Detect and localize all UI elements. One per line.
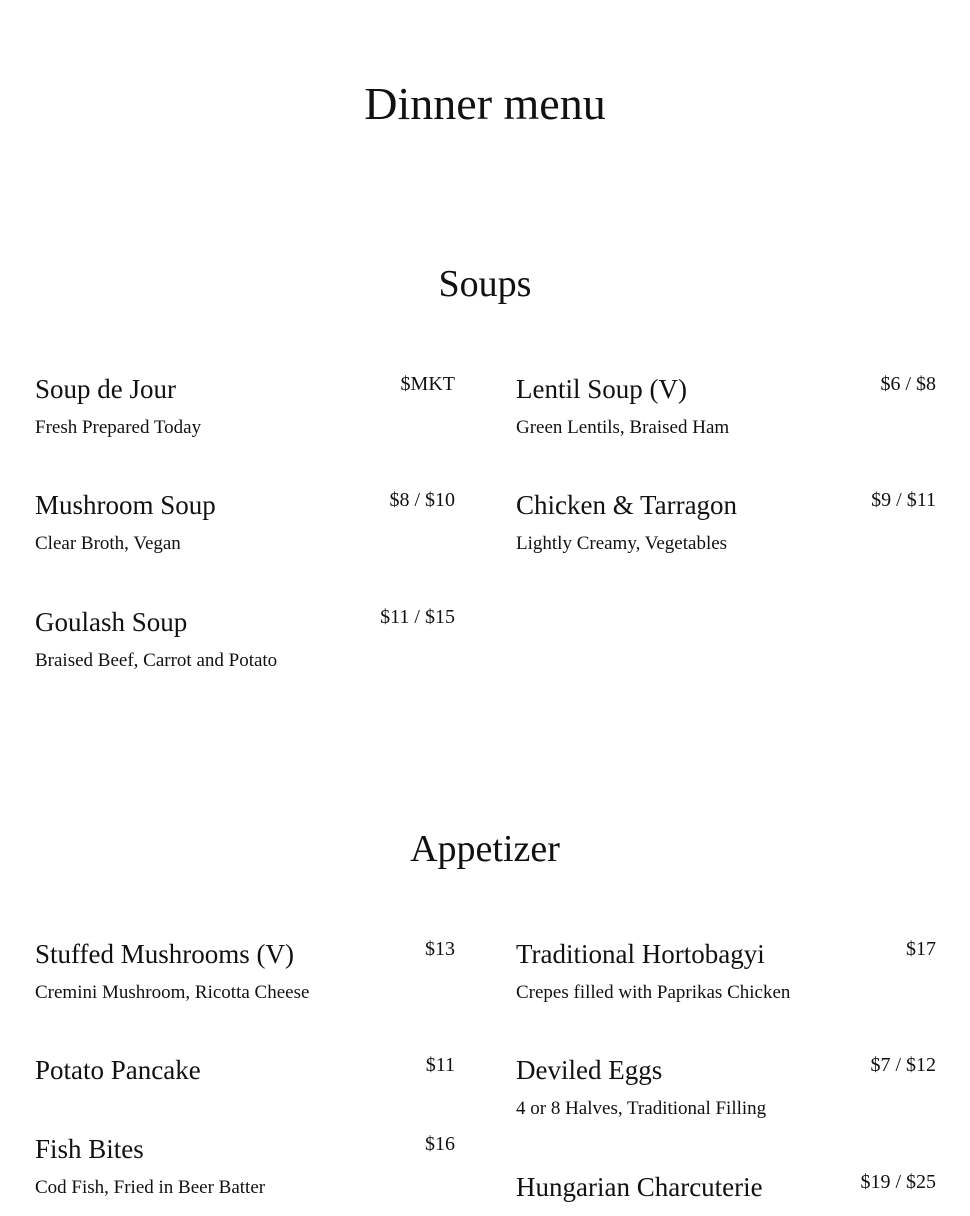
- item-price: $7 / $12: [870, 1054, 936, 1076]
- item-description: Crepes filled with Paprikas Chicken: [516, 982, 791, 1003]
- page-title: Dinner menu: [364, 78, 606, 129]
- item-name: Potato Pancake: [35, 1055, 201, 1085]
- item-name: Fish Bites: [35, 1134, 144, 1164]
- section-title-soups: Soups: [438, 263, 532, 305]
- item-name: Mushroom Soup: [35, 490, 216, 520]
- section-title-appetizer: Appetizer: [410, 828, 560, 870]
- item-description: Cremini Mushroom, Ricotta Cheese: [35, 982, 310, 1003]
- item-name: Lentil Soup (V): [516, 374, 687, 404]
- item-price: $8 / $10: [389, 489, 455, 511]
- item-description: Green Lentils, Braised Ham: [516, 417, 730, 438]
- item-description: Cod Fish, Fried in Beer Batter: [35, 1177, 266, 1198]
- item-name: Hungarian Charcuterie: [516, 1172, 763, 1202]
- item-price: $9 / $11: [871, 489, 936, 511]
- item-price: $17: [906, 938, 936, 960]
- item-price: $6 / $8: [880, 373, 936, 395]
- item-price: $19 / $25: [860, 1171, 936, 1193]
- item-price: $11: [425, 1054, 455, 1076]
- item-price: $13: [425, 938, 455, 960]
- item-price: $16: [425, 1133, 455, 1155]
- item-name: Chicken & Tarragon: [516, 490, 738, 520]
- item-name: Traditional Hortobagyi: [516, 939, 765, 969]
- item-price: $11 / $15: [380, 606, 455, 628]
- item-description: Braised Beef, Carrot and Potato: [35, 650, 278, 671]
- item-description: 4 or 8 Halves, Traditional Filling: [516, 1098, 767, 1119]
- item-name: Stuffed Mushrooms (V): [35, 939, 294, 969]
- item-price: $MKT: [400, 373, 455, 395]
- item-description: Lightly Creamy, Vegetables: [516, 533, 728, 554]
- item-name: Deviled Eggs: [516, 1055, 663, 1085]
- item-name: Soup de Jour: [35, 374, 176, 404]
- item-name: Goulash Soup: [35, 607, 188, 637]
- item-description: Fresh Prepared Today: [35, 417, 202, 438]
- item-description: Clear Broth, Vegan: [35, 533, 181, 554]
